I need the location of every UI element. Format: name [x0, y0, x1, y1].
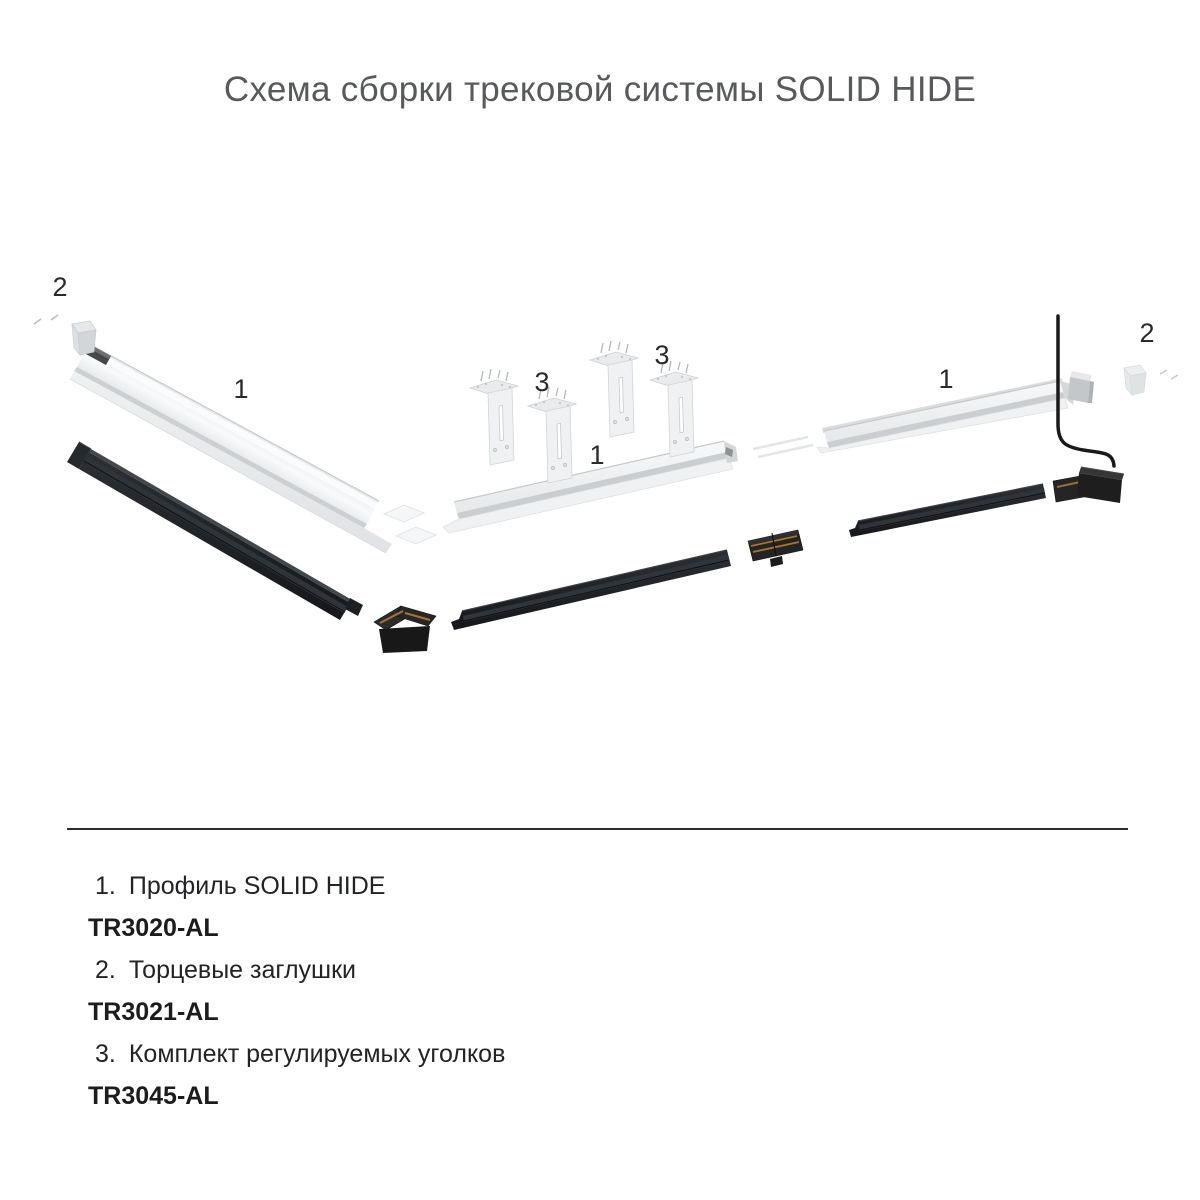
corner-connector	[374, 606, 436, 653]
legend-item-2	[95, 956, 356, 985]
callout-brackets-left: 3	[534, 367, 550, 397]
callout-profile-left: 1	[233, 374, 249, 404]
power-feed-box	[1053, 467, 1124, 503]
page-title: Схема сборки трековой системы SOLID HIDE	[223, 70, 977, 109]
corner-bracket	[470, 369, 518, 465]
legend-item-2-label: Торцевые заглушки	[128, 956, 357, 984]
legend-item-2-number: 2.	[95, 956, 116, 984]
legend-item-3-article: TR3045-AL	[88, 1082, 219, 1110]
legend-item-3-label: Комплект регулируемых уголков	[128, 1040, 506, 1068]
callout-endcap-right: 2	[1139, 318, 1155, 348]
profile-left-white	[70, 344, 392, 553]
legend-item-1-number: 1.	[95, 872, 116, 900]
legend-item-3-number: 3.	[95, 1040, 116, 1068]
corner-bracket	[650, 361, 698, 457]
profile-right-white	[817, 371, 1094, 453]
callout-endcap-left: 2	[52, 272, 68, 302]
callout-brackets-right: 3	[654, 340, 670, 370]
legend-item-1-article: TR3020-AL	[88, 914, 219, 942]
endcap-right	[1124, 365, 1178, 395]
callout-profile-right: 1	[938, 364, 954, 394]
callout-profile-middle: 1	[589, 440, 605, 470]
track-middle-black	[451, 550, 731, 630]
track-right-black	[849, 484, 1046, 537]
legend-item-1	[95, 872, 385, 901]
corner-bracket	[528, 387, 576, 483]
legend-item-1-label: Профиль SOLID HIDE	[128, 872, 386, 900]
corner-bracket	[590, 341, 638, 437]
legend-item-2-article: TR3021-AL	[88, 998, 219, 1026]
straight-connector	[748, 530, 803, 567]
legend-item-3	[95, 1040, 505, 1069]
legend-divider	[67, 828, 1128, 830]
endcap-left	[34, 315, 96, 355]
